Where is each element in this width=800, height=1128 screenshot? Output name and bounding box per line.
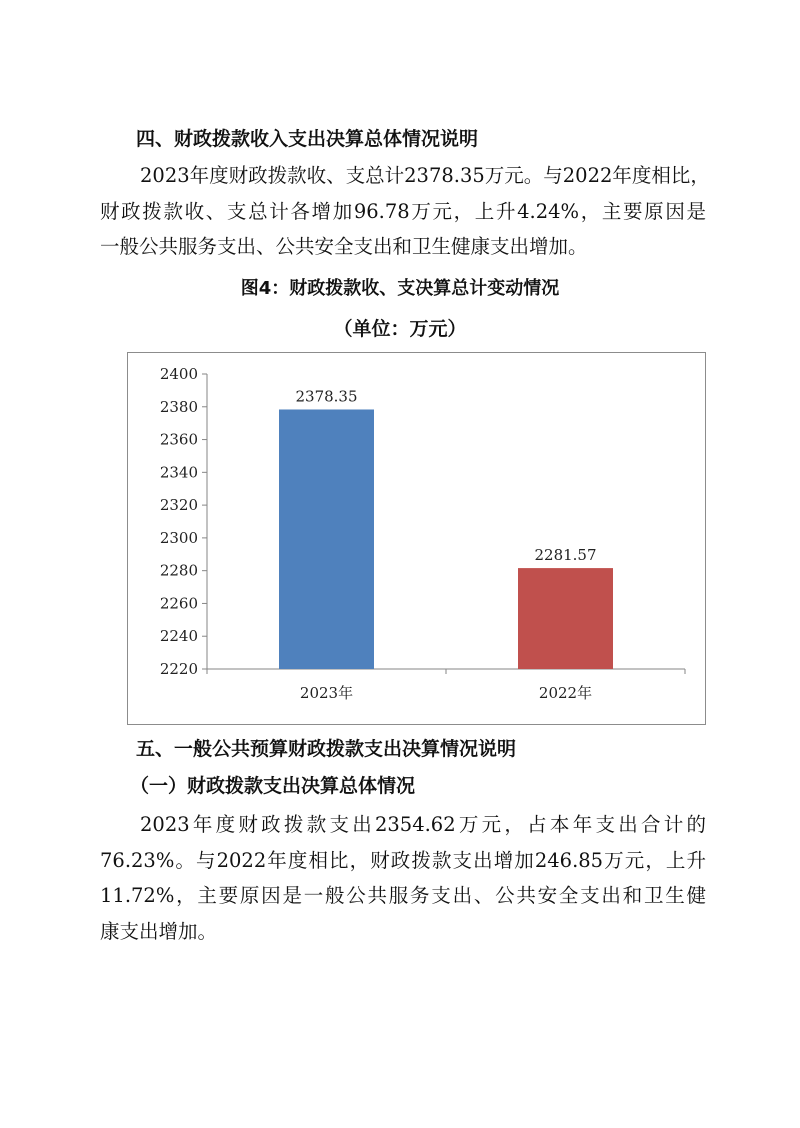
section-4-paragraph bbox=[100, 158, 710, 265]
y-tick-label: 2380 bbox=[159, 397, 198, 416]
paragraph-line: 2023年度财政拨款支出2354.62万元，占本年支出合计的 bbox=[140, 813, 706, 836]
y-tick-label: 2240 bbox=[159, 627, 198, 646]
section-4-heading: 四、财政拨款收入支出决算总体情况说明 bbox=[136, 128, 479, 150]
paragraph-line: 76.23%。与2022年度相比，财政拨款支出增加246.85万元，上升 bbox=[100, 848, 706, 872]
section-5-paragraph bbox=[100, 807, 706, 949]
y-tick-label: 2360 bbox=[159, 430, 198, 449]
paragraph-line: 康支出增加。 bbox=[100, 919, 218, 943]
bar-data-label: 2281.57 bbox=[534, 546, 597, 565]
y-tick-label: 2220 bbox=[159, 660, 198, 678]
bar-data-label: 2378.35 bbox=[295, 387, 358, 406]
paragraph-line: 一般公共服务支出、公共安全支出和卫生健康支出增加。 bbox=[100, 235, 588, 258]
bar-chart-svg bbox=[128, 353, 705, 724]
figure-unit: （单位：万元） bbox=[333, 318, 467, 340]
y-tick-label: 2260 bbox=[159, 594, 198, 613]
x-category-label: 2023年 bbox=[299, 684, 354, 702]
figure-title: 图4：财政拨款收、支决算总计变动情况 bbox=[240, 278, 560, 299]
y-tick-label: 2300 bbox=[159, 528, 198, 547]
y-tick-label: 2340 bbox=[159, 463, 198, 482]
section-5-subheading: （一）财政拨款支出决算总体情况 bbox=[130, 775, 416, 797]
bar-1 bbox=[279, 409, 374, 669]
section-5-heading: 五、一般公共预算财政拨款支出决算情况说明 bbox=[136, 738, 517, 760]
chart-bars bbox=[279, 409, 613, 669]
x-category-label: 2022年 bbox=[538, 684, 593, 702]
bar-chart bbox=[127, 352, 706, 725]
bar-2 bbox=[518, 568, 613, 669]
paragraph-line: 财政拨款收、支总计各增加96.78万元，上升4.24%，主要原因是 bbox=[100, 199, 706, 223]
y-tick-label: 2400 bbox=[159, 365, 198, 383]
paragraph-line: 2023年度财政拨款收、支总计2378.35万元。与2022年度相比， bbox=[140, 164, 710, 187]
y-tick-label: 2320 bbox=[159, 496, 198, 515]
y-tick-label: 2280 bbox=[159, 561, 198, 580]
paragraph-line: 11.72%，主要原因是一般公共服务支出、公共安全支出和卫生健 bbox=[100, 884, 706, 907]
